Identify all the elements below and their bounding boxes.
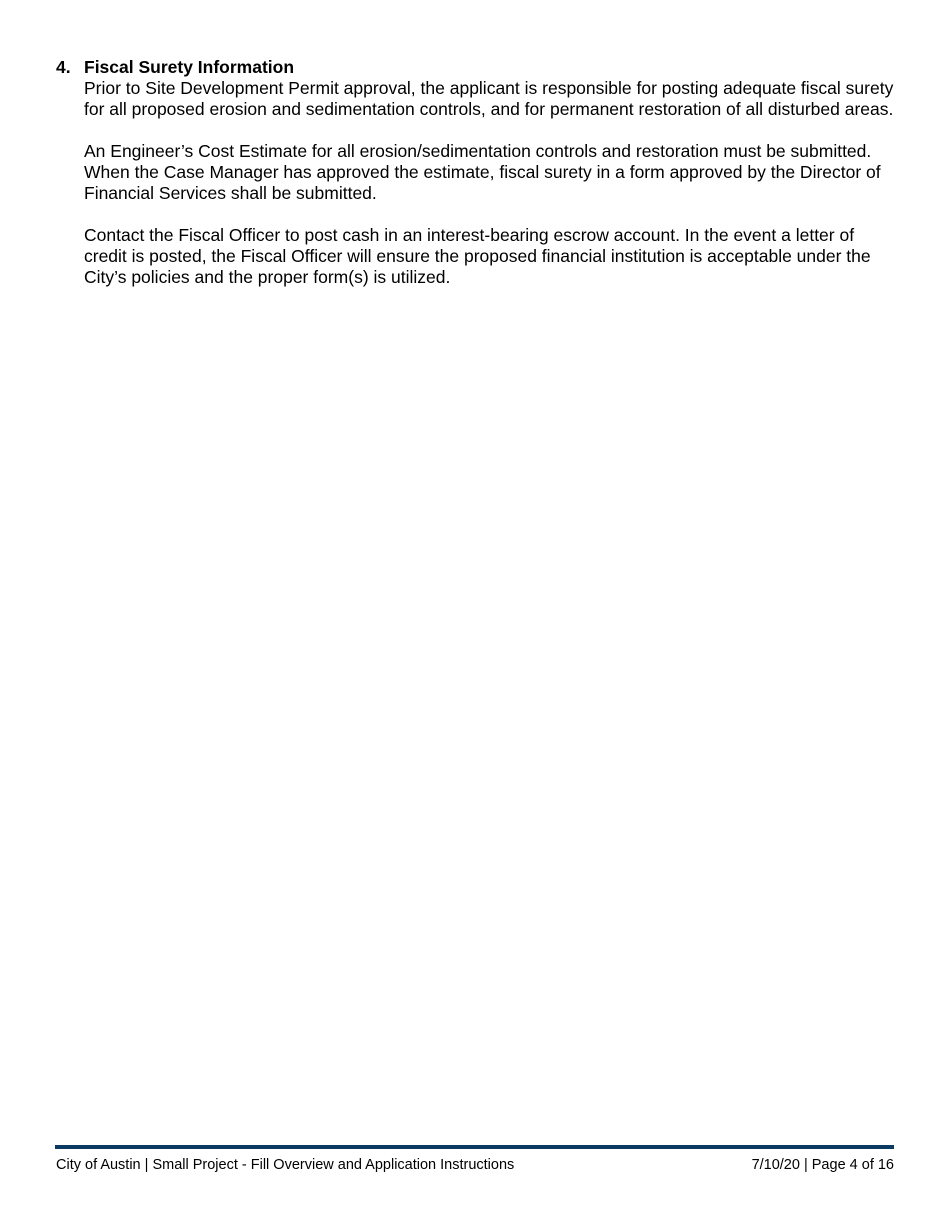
paragraph-fiscal-officer: Contact the Fiscal Officer to post cash in an interest-bearing escrow account. In the event a letter of credit is posted, the Fiscal Officer will ensure the proposed financial institution is acceptable under the City’s policies and the proper form(s) is utilized. (84, 225, 871, 287)
section-number: 4. (56, 57, 71, 77)
section-title: Fiscal Surety Information (84, 57, 295, 77)
footer-date-page: 7/10/20 | Page 4 of 16 (751, 1157, 894, 1173)
section-heading (56, 57, 896, 78)
paragraph-cost-estimate: An Engineer’s Cost Estimate for all erosion/sedimentation controls and restoration must be submitted. When the Case Manager has approved the estimate, fiscal surety in a form approved by the Director of Financial Services shall be submitted. (84, 141, 881, 203)
footer-divider (55, 1145, 894, 1149)
footer-document-title: City of Austin | Small Project - Fill Overview and Application Instructions (56, 1157, 515, 1173)
paragraph-surety-requirement: Prior to Site Development Permit approval, the applicant is responsible for posting adequate fiscal surety for all proposed erosion and sedimentation controls, and for permanent restoration of all disturbed areas. (84, 78, 894, 119)
fiscal-surety-section (56, 57, 896, 288)
